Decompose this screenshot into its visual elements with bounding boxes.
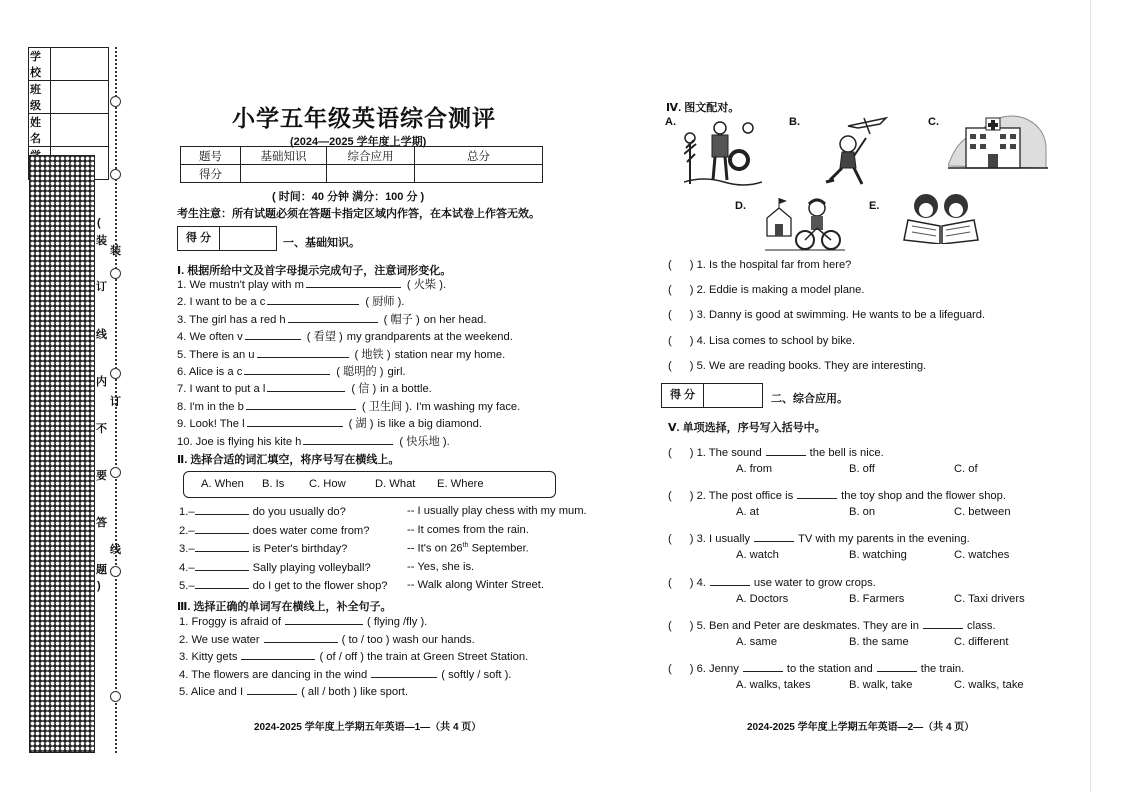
choice-option[interactable]: A. Doctors [736,592,789,605]
choice-option[interactable]: C. walks, take [954,679,1024,691]
score-box-label: 得 分 [662,384,704,407]
answer-bracket[interactable]: ( [668,490,672,503]
matching-question [668,335,855,348]
bike-picture [765,196,845,252]
answer-blank[interactable] [241,650,315,660]
answer-blank[interactable] [743,662,783,672]
question-text: 9. Look! The l [177,418,245,431]
chinese-hint: ( 看望 ) [306,331,343,344]
chinese-hint: ( 厨师 ). [365,296,405,309]
word-options: ( all / both ) like sport. [301,686,409,698]
question-text: 6. Alice is a c [177,366,243,378]
word-option: C. How [309,478,346,490]
question-number: 3.– [179,543,195,555]
answer-blank[interactable] [195,579,249,589]
answer-blank[interactable] [285,615,363,625]
multiple-choice-question [668,619,996,633]
page2-footer: 2024-2025 学年度上学期五年英语—2—（共 4 页） [747,722,975,733]
question-text: do I get to the flower shop? [252,580,388,592]
answer-bracket[interactable]: ( [668,663,672,675]
binding-hole [110,467,121,478]
question-text: in a bottle. [380,383,432,396]
binding-char: 装 [110,245,121,257]
question-text: ) 2. The post office is [689,490,794,503]
answer-blank[interactable] [195,542,249,552]
score-table [180,146,543,183]
score-table-label: 得分 [181,165,241,183]
word-option: B. Is [262,478,285,490]
chinese-hint: ( 聪明的 ) [336,366,384,378]
question-text: the toy shop and the flower shop. [841,490,1006,503]
word-options: ( to / too ) wash our hands. [341,633,475,646]
dialogue-answer [407,542,529,556]
reading-picture [900,190,982,244]
binding-char: 装 [96,235,107,247]
binding-char: 线 [96,329,107,341]
question-text: 4. The flowers are dancing in the wind [179,668,368,681]
fill-blank-question [177,382,432,396]
word-choice-question [179,633,475,647]
fill-blank-question [177,295,408,309]
chinese-hint: ( 湖 ) [348,418,374,431]
binding-hole [110,368,121,379]
answer-bracket[interactable]: ( [668,619,672,632]
info-field[interactable] [51,114,109,147]
answer-bracket[interactable]: ( [668,309,672,322]
answer-bracket[interactable]: ( [668,447,672,459]
question-text: ) 1. Is the hospital far from here? [689,259,852,271]
section2-title: Ⅱ. 选择合适的词汇填空，将序号写在横线上。 [177,454,400,466]
answer-blank[interactable] [247,685,297,695]
binding-char: ( [97,217,101,229]
chinese-hint: ( 卫生间 ). [361,400,413,413]
score-box [661,383,763,408]
choice-option[interactable]: B. watching [849,549,907,562]
picture-label: A. [665,116,676,128]
section4-title: Ⅳ. 图文配对。 [666,102,740,114]
answer-blank[interactable] [257,348,349,358]
answer-blank[interactable] [247,417,343,427]
dialogue-question [179,542,347,556]
question-text: does water come from? [252,524,370,537]
question-text: use water to grow crops. [753,576,876,589]
hospital-picture [948,106,1048,176]
question-text: I'm washing my face. [416,400,521,413]
question-text: ) 3. Danny is good at swimming. He wants to be a lifeguard. [689,309,986,322]
binding-char: 订 [110,396,121,408]
choice-option[interactable]: B. the same [849,635,909,648]
matching-question [668,284,864,297]
score-box [177,226,277,251]
word-choice-question [179,668,511,682]
answer-blank[interactable] [195,505,249,515]
answer-bracket[interactable]: ( [668,533,672,546]
answer-blank[interactable] [246,400,356,410]
question-text: ) 5. We are reading books. They are interesting. [689,359,927,372]
question-number: 4.– [179,561,195,574]
picture-label: B. [789,116,800,128]
answer-blank[interactable] [303,435,393,445]
score-box-field[interactable] [704,384,762,407]
dialogue-answer [407,524,529,537]
score-cell[interactable] [327,165,415,183]
choice-option[interactable]: C. between [954,506,1011,519]
superscript: th [462,542,469,549]
answer-text: September. [468,542,529,555]
multiple-choice-question [668,489,1006,503]
answer-text: -- Walk along Winter Street. [407,579,544,591]
question-text: do you usually do? [252,506,346,518]
choice-option[interactable]: C. watches [954,549,1010,562]
answer-bracket[interactable]: ( [668,259,672,271]
question-text: to the station and [786,663,873,675]
question-text: ) 4. [689,576,706,589]
question-text: ) 5. Ben and Peter are deskmates. They are in [689,619,919,632]
section3-title: Ⅲ. 选择正确的单词写在横线上，补全句子。 [177,601,392,613]
page-title: 小学五年级英语综合测评 [232,105,496,132]
fill-blank-question [177,417,482,431]
word-options: ( softly / soft ). [441,668,512,681]
fill-blank-question [177,365,406,379]
question-text: ) 4. Lisa comes to school by bike. [689,334,856,347]
score-table-header: 总分 [415,147,543,165]
question-text: 4. We often v [177,331,243,344]
answer-blank[interactable] [244,365,330,375]
info-label: 学校 [29,48,51,81]
dialogue-answer [407,561,474,574]
fill-blank-question [177,348,505,362]
score-box-field[interactable] [220,227,276,250]
binding-hole [110,268,121,279]
binding-char: 线 [110,544,121,556]
word-option: D. What [375,478,416,490]
question-text: 10. Joe is flying his kite h [177,435,302,448]
choice-option[interactable]: B. Farmers [849,592,905,605]
fill-blank-question [177,435,454,449]
word-choice-question [179,615,427,629]
question-text: 7. I want to put a l [177,383,266,396]
binding-hole [110,96,121,107]
time-info: ( 时间：40 分钟 满分：100 分 ) [272,191,425,203]
section1-title: Ⅰ. 根据所给中文及首字母提示完成句子，注意词形变化。 [177,265,452,277]
answer-blank[interactable] [766,446,806,456]
answer-blank[interactable] [267,382,345,392]
picture-label: E. [869,200,880,212]
choice-option[interactable]: C. of [954,463,978,475]
answer-blank[interactable] [306,278,401,288]
dot-pattern-strip [29,155,95,753]
page-edge [1090,0,1091,793]
question-text: is Peter's birthday? [252,543,348,555]
choice-option[interactable]: B. walk, take [849,679,913,691]
answer-blank[interactable] [264,633,338,643]
answer-blank[interactable] [371,668,437,678]
question-text: Sally playing volleyball? [252,561,371,574]
question-number: 5.– [179,580,195,592]
dialogue-answer [407,505,587,518]
lifeguard-picture [684,114,762,188]
score-cell[interactable] [241,165,327,183]
answer-blank[interactable] [195,561,249,571]
question-text: 2. I want to be a c [177,296,266,309]
chinese-hint: ( 信 ) [351,383,377,396]
choice-option[interactable]: A. walks, takes [736,679,811,691]
question-text: 8. I'm in the b [177,400,244,413]
matching-question [668,360,926,373]
answer-text: -- I usually play chess with my mum. [407,505,587,517]
choice-option[interactable]: C. different [954,635,1009,648]
question-text: 3. The girl has a red h [177,313,286,326]
answer-blank[interactable] [195,524,249,534]
answer-text: -- It's on 26 [407,542,463,555]
answer-text: -- It comes from the rain. [407,523,529,536]
multiple-choice-question [668,576,876,590]
choice-option[interactable]: A. from [736,463,773,475]
answer-blank[interactable] [288,313,378,323]
question-text: station near my home. [394,348,506,361]
binding-char: 内 [96,376,107,388]
word-options: ( of / off ) the train at Green Street Station. [319,651,529,663]
question-text: 5. Alice and I [179,686,244,698]
chinese-hint: ( 地铁 ) [354,348,391,361]
choice-option[interactable]: A. watch [736,549,779,562]
score-box-label: 得 分 [178,227,220,250]
choice-option[interactable]: A. same [736,635,778,648]
question-text: 3. Kitty gets [179,651,238,663]
chinese-hint: ( 帽子 ) [383,313,420,326]
choice-option[interactable]: B. on [849,506,876,519]
word-option: E. Where [437,478,484,490]
word-choice-question [179,650,528,664]
picture-label: C. [928,116,939,128]
question-text: ) 6. Jenny [689,663,739,675]
dialogue-question [179,579,388,593]
choice-option[interactable]: C. Taxi drivers [954,592,1025,605]
question-number: 1.– [179,506,195,518]
dialogue-question [179,524,369,538]
question-text: the train. [920,663,965,675]
question-text: 1. We mustn't play with m [177,279,304,291]
info-field[interactable] [51,81,109,114]
binding-char: 答 [96,517,107,529]
binding-char: 题 [96,564,107,576]
question-text: on her head. [423,313,487,326]
question-text: ) 1. The sound [689,447,762,459]
fill-blank-question [177,330,513,344]
binding-hole [110,566,121,577]
answer-blank[interactable] [923,619,963,629]
section5-title: Ⅴ. 单项选择，序号写入括号中。 [668,422,826,434]
question-text: ) 2. Eddie is making a model plane. [689,284,865,297]
part1-title: 一、基础知识。 [283,237,360,249]
fill-blank-question [177,400,520,414]
dialogue-answer [407,579,544,592]
choice-option[interactable]: A. at [736,506,760,519]
picture-label: D. [735,200,746,212]
dialogue-question [179,505,346,519]
page-subtitle: (2024—2025 学年度上学期) [290,136,427,148]
answer-blank[interactable] [754,532,794,542]
score-table-header: 题号 [181,147,241,165]
score-table-header: 基础知识 [241,147,327,165]
page1-footer: 2024-2025 学年度上学期五年英语—1—（共 4 页） [254,722,482,733]
question-text: is like a big diamond. [377,418,482,431]
binding-hole [110,169,121,180]
word-choice-question [179,685,408,699]
binding-char: 订 [96,281,107,293]
answer-blank[interactable] [877,662,917,672]
chinese-hint: ( 火柴 ). [406,279,447,291]
info-label: 姓名 [29,114,51,147]
part2-title: 二、综合应用。 [771,393,848,405]
question-text: the bell is nice. [809,447,884,459]
answer-blank[interactable] [710,576,750,586]
question-text: class. [967,619,996,632]
answer-bracket[interactable]: ( [668,284,672,297]
binding-hole [110,691,121,702]
fill-blank-question [177,278,450,292]
score-cell[interactable] [415,165,543,183]
answer-text: -- Yes, she is. [407,560,475,573]
model-plane-picture [818,114,890,188]
word-option: A. When [201,478,244,490]
answer-bracket[interactable]: ( [668,576,672,589]
question-text: girl. [387,366,406,378]
binding-char: 不 [96,423,107,435]
answer-bracket[interactable]: ( [668,359,672,372]
dialogue-question [179,561,371,575]
multiple-choice-question [668,446,884,460]
matching-question [668,259,851,272]
question-text: 2. We use water [179,633,260,646]
question-text: TV with my parents in the evening. [798,533,970,546]
answer-bracket[interactable]: ( [668,334,672,347]
question-text: 5. There is an u [177,348,255,361]
answer-blank[interactable] [797,489,837,499]
multiple-choice-question [668,662,964,676]
question-text: ) 3. I usually [689,533,751,546]
word-options: ( flying /fly ). [366,616,428,628]
question-text: 1. Froggy is afraid of [179,616,281,628]
choice-option[interactable]: B. off [849,463,875,475]
score-table-header: 综合应用 [327,147,415,165]
binding-char: ) [97,580,101,592]
question-number: 2.– [179,524,195,537]
multiple-choice-question [668,532,970,546]
matching-question [668,309,985,322]
fill-blank-question [177,313,487,327]
info-label: 班级 [29,81,51,114]
exam-notice: 考生注意：所有试题必须在答题卡指定区域内作答，在本试卷上作答无效。 [177,208,540,220]
answer-blank[interactable] [267,295,359,305]
question-text: my grandparents at the weekend. [346,331,513,344]
chinese-hint: ( 快乐地 ). [399,435,450,448]
info-field[interactable] [51,48,109,81]
answer-blank[interactable] [245,330,301,340]
binding-char: 要 [96,470,107,482]
